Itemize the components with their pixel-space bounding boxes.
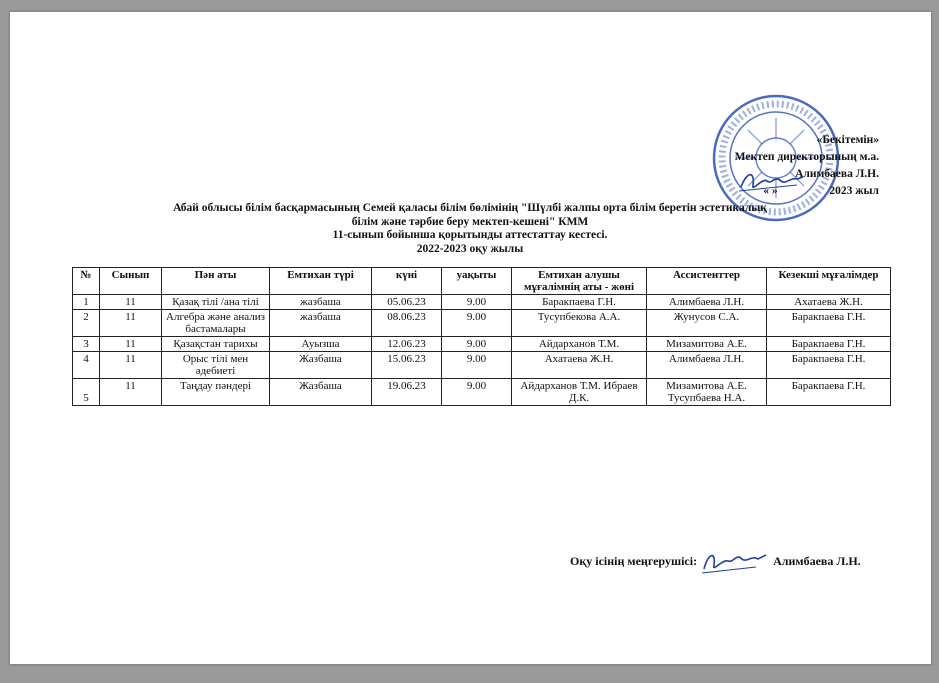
cell-examiner: Айдарханов Т.М. (512, 337, 647, 352)
table-row (73, 352, 891, 379)
cell-assistants: Алимбаева Л.Н. (647, 352, 767, 379)
cell-class: 11 (100, 379, 162, 406)
col-header-number: № (73, 268, 100, 295)
cell-assistants: Алимбаева Л.Н. (647, 295, 767, 310)
cell-exam-type: жазбаша (270, 310, 372, 337)
table-row (73, 337, 891, 352)
title-line-3: 11-сынып бойынша қорытынды аттестаттау кестесі. (332, 229, 608, 241)
document-title (120, 202, 820, 256)
cell-date: 05.06.23 (372, 295, 442, 310)
cell-subject: Қазақстан тарихы (162, 337, 270, 352)
cell-examiner: Айдарханов Т.М. Ибраев Д.К. (512, 379, 647, 406)
cell-duty-teachers: Баракпаева Г.Н. (767, 379, 891, 406)
approval-block (735, 132, 879, 200)
cell-time: 9.00 (442, 379, 512, 406)
cell-date: 19.06.23 (372, 379, 442, 406)
cell-class: 11 (100, 295, 162, 310)
cell-time: 9.00 (442, 310, 512, 337)
cell-time: 9.00 (442, 295, 512, 310)
cell-duty-teachers: Баракпаева Г.Н. (767, 337, 891, 352)
cell-date: 15.06.23 (372, 352, 442, 379)
title-line-1: Абай облысы білім басқармасының Семей қаласы білім бөлімінің "Шүлбі жалпы орта білім беретін эстетикалық (173, 202, 767, 214)
head-teacher-signature (700, 547, 770, 577)
cell-examiner: Баракпаева Г.Н. (512, 295, 647, 310)
cell-class: 11 (100, 352, 162, 379)
approval-line-3: Алимбаева Л.Н. (795, 168, 879, 180)
col-header-assistants: Ассистенттер (647, 268, 767, 295)
cell-examiner: Ахатаева Ж.Н. (512, 352, 647, 379)
cell-exam-type: Жазбаша (270, 352, 372, 379)
cell-exam-type: Ауызша (270, 337, 372, 352)
cell-number: 2 (73, 310, 100, 337)
col-header-time: уақыты (442, 268, 512, 295)
col-header-duty-teachers: Кезекші мұғалімдер (767, 268, 891, 295)
cell-subject: Алгебра және анализ бастамалары (162, 310, 270, 337)
approval-date-quote: « » (763, 185, 778, 197)
col-header-subject: Пән аты (162, 268, 270, 295)
cell-duty-teachers: Баракпаева Г.Н. (767, 310, 891, 337)
document-page (10, 12, 931, 664)
cell-number: 3 (73, 337, 100, 352)
approval-year: 2023 жыл (829, 185, 879, 197)
footer-label: Оқу ісінің меңгерушісі: (570, 553, 698, 568)
cell-duty-teachers: Баракпаева Г.Н. (767, 352, 891, 379)
cell-examiner: Тусупбекова А.А. (512, 310, 647, 337)
director-signature (737, 167, 807, 197)
cell-time: 9.00 (442, 337, 512, 352)
col-header-exam-type: Емтихан түрі (270, 268, 372, 295)
table-row (73, 379, 891, 406)
cell-number: 1 (73, 295, 100, 310)
cell-number: 4 (73, 352, 100, 379)
cell-date: 08.06.23 (372, 310, 442, 337)
cell-class: 11 (100, 310, 162, 337)
col-header-examiner: Емтихан алушы мұғалімнің аты - жөні (512, 268, 647, 295)
table-row (73, 295, 891, 310)
approval-line-1: «Бекітемін» (816, 134, 879, 146)
cell-subject: Таңдау пәндері (162, 379, 270, 406)
cell-class: 11 (100, 337, 162, 352)
cell-number: 5 (73, 379, 100, 406)
cell-exam-type: Жазбаша (270, 379, 372, 406)
col-header-class: Сынып (100, 268, 162, 295)
cell-exam-type: жазбаша (270, 295, 372, 310)
cell-assistants: Мизамитова А.Е. (647, 337, 767, 352)
table-row (73, 310, 891, 337)
cell-subject: Орыс тілі мен әдебиеті (162, 352, 270, 379)
cell-date: 12.06.23 (372, 337, 442, 352)
title-line-2: білім және тәрбие беру мектеп-кешені" КММ (351, 215, 589, 228)
title-line-4: 2022-2023 оқу жылы (416, 242, 524, 255)
cell-subject: Қазақ тілі /ана тілі (162, 295, 270, 310)
footer-signature-line (570, 547, 900, 577)
exam-schedule-table (72, 267, 891, 406)
cell-time: 9.00 (442, 352, 512, 379)
col-header-date: күні (372, 268, 442, 295)
cell-duty-teachers: Ахатаева Ж.Н. (767, 295, 891, 310)
table-header-row (73, 268, 891, 295)
cell-assistants: Жунусов С.А. (647, 310, 767, 337)
cell-assistants: Мизамитова А.Е. Тусупбаева Н.А. (647, 379, 767, 406)
footer-name: Алимбаева Л.Н. (773, 553, 861, 568)
approval-line-2: Мектеп директорының м.а. (734, 151, 879, 163)
